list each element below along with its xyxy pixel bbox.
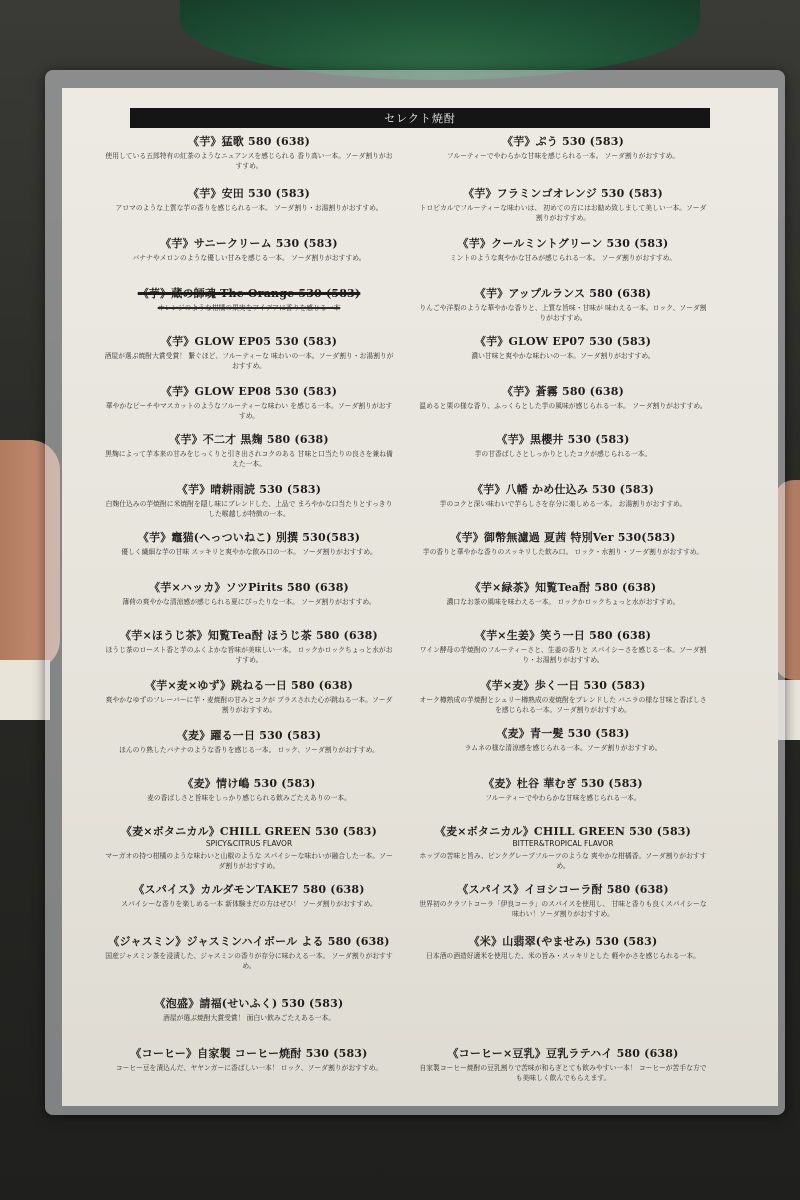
menu-item — [104, 286, 394, 314]
menu-item-description: 麦の香ばしさと旨味をしっかり感じられる飲みごたえありの一本。 — [147, 794, 351, 802]
menu-item — [104, 530, 394, 558]
menu-item-name: 《芋》御幣無濾過 夏茜 特別Ver 530(583) — [450, 531, 676, 544]
menu-item-description: バナナやメロンのような優しい甘みを感じる一本。 ソーダ割りがおすすめ。 — [132, 254, 366, 262]
menu-item — [104, 134, 394, 171]
menu-item-description: 華やかなピーチやマスカットのようなフルーティーな味わい を感じる一本。ソーダ割りがおすすめ。 — [105, 402, 393, 420]
menu-item-description: 芋のコクと深い味わいで芋らしさを存分に楽しめる一本。 お湯割りがおすすめ。 — [439, 500, 687, 508]
menu-item — [104, 432, 394, 469]
menu-item — [104, 728, 394, 756]
menu-item-description: スパイシーな香りを楽しめる一本 新体験まだの方はぜひ！ ソーダ割りがおすすめ。 — [121, 900, 377, 908]
menu-item — [418, 882, 708, 919]
menu-item-description: フルーティーでやわらかな甘味を感じられる一本。 ソーダ割りがおすすめ。 — [446, 152, 680, 160]
menu-item-description: 爽やかなゆずのフレーバーに芋・麦焼酎の甘みとコクが プラスされた心が跳ねる一本。ソーダ割りがおすすめ。 — [105, 696, 393, 714]
menu-item-name: 《コーヒー》自家製 コーヒー焼酎 530 (583) — [130, 1047, 368, 1060]
menu-item-description: 薄荷の爽やかな清涼感が感じられる夏にぴったりな一本。 ソーダ割りがおすすめ。 — [122, 598, 376, 606]
menu-item — [418, 334, 708, 362]
menu-item-name: 《麦×ボタニカル》CHILL GREEN 530 (583) — [120, 825, 378, 838]
menu-item-description: ほんのり熟したバナナのような香りを感じる一本。 ロック、ソーダ割りがおすすめ。 — [119, 746, 379, 754]
menu-item — [418, 432, 708, 460]
menu-item-description: ラムネの様な清涼感を感じられる一本。ソーダ割りがおすすめ。 — [464, 744, 662, 752]
menu-item — [418, 186, 708, 223]
menu-item — [418, 236, 708, 264]
menu-item-description: 白麹仕込みの芋焼酎に米焼酎を隠し味にブレンドした、上品で まろやかな口当たりとすっきりした喉越しが特徴の一本。 — [105, 500, 393, 518]
menu-item-name: 《麦》杜谷 華むぎ 530 (583) — [483, 777, 643, 790]
menu-item-description: 酒屋が選ぶ焼酎大賞受賞！ 繋ぐほど、フルーティーな 味わいの一本。ソーダ割り・お湯割りがおすすめ。 — [104, 352, 394, 370]
menu-item-name: 《芋×麦》歩く一日 530 (583) — [480, 679, 646, 692]
menu-item-name: 《スパイス》イヨシコーラ酎 580 (638) — [457, 883, 669, 896]
menu-item — [104, 628, 394, 665]
menu-item-description: 濃口なお茶の風味を味わえる一本。 ロックかロックちょっと水がおすすめ。 — [446, 598, 680, 606]
menu-item-description: りんごや洋梨のような華やかな香りと、上質な旨味・甘味が 味わえる一本。ロック、ソーダ割りがおすすめ。 — [419, 304, 707, 322]
menu-item-description: 黒麹によって芋本来の甘みをじっくりと引き出されコクのある 甘味と口当たりの良さを兼ね備えた一本。 — [105, 450, 393, 468]
menu-item — [418, 776, 708, 804]
menu-item — [418, 134, 708, 162]
menu-item — [104, 384, 394, 421]
menu-item-description: アロマのような上質な芋の香りを感じられる一本。 ソーダ割り・お湯割りがおすすめ。 — [115, 204, 383, 212]
menu-item — [104, 824, 394, 871]
menu-item-description: 世界初のクラフトコーラ「伊良コーラ」のスパイスを使用し、 甘味と香りも良くスパイシーな味わい！ソーダ割りがおすすめ。 — [419, 900, 707, 918]
menu-item-name: 《芋》竈猫(へっついねこ) 別撰 530(583) — [137, 531, 361, 544]
menu-item — [104, 996, 394, 1024]
menu-item — [418, 286, 708, 323]
menu-item — [418, 824, 708, 871]
menu-item — [418, 678, 708, 715]
menu-item-name: 《芋×ほうじ茶》知覧Tea酎 ほうじ茶 580 (638) — [120, 629, 378, 642]
menu-item — [104, 882, 394, 910]
menu-item-description: ミントのような爽やかな甘みが感じられる一本。 ソーダ割りがおすすめ。 — [449, 254, 677, 262]
menu-item-name: 《麦》情け嶋 530 (583) — [182, 777, 316, 790]
menu-item — [418, 628, 708, 665]
menu-item-description: 優しく繊細な芋の甘味 スッキリと爽やかな飲み口の一本。 ソーダ割りがおすすめ。 — [121, 548, 377, 556]
menu-item — [418, 482, 708, 510]
menu-item — [418, 384, 708, 412]
menu-item — [104, 934, 394, 971]
menu-item — [104, 186, 394, 214]
menu-item-name: 《芋》蔵の師魂 The Orange 530 (583) — [137, 287, 361, 300]
menu-item-description: コーヒー豆を漬込んだ、ヤヤンガーに香ばしい一本！ ロック、ソーダ割りがおすすめ。 — [115, 1064, 383, 1072]
menu-item-description: 国産ジャスミン茶を浸漬した、ジャスミンの香りが存分に味わえる一本。 ソーダ割りがおすすめ。 — [105, 952, 393, 970]
menu-item — [418, 530, 708, 558]
menu-item-name: 《芋》GLOW EP08 530 (583) — [160, 385, 338, 398]
menu-item-name: 《芋》蒼霧 580 (638) — [502, 385, 624, 398]
menu-item — [104, 334, 394, 371]
menu-item-description: 芋の香りと華やかな香りのスッキリした飲み口。 ロック・水割り・ソーダ割りがおすすめ。 — [422, 548, 704, 556]
menu-item-name: 《麦×ボタニカル》CHILL GREEN 530 (583) — [434, 825, 692, 838]
menu-item-name: 《麦》青一髪 530 (583) — [496, 727, 630, 740]
menu-item-name: 《芋》八幡 かめ仕込み 530 (583) — [471, 483, 655, 496]
menu-item-name: 《芋》不二才 黒麹 580 (638) — [169, 433, 329, 446]
menu-item-name: 《麦》躍る一日 530 (583) — [176, 729, 322, 742]
menu-item-description: ほうじ茶のロースト香と芋のふくよかな旨味が美味しい一本。 ロックかロックちょっと水がおすすめ。 — [105, 646, 393, 664]
menu-item-description: 酒屋が選ぶ焼酎大賞受賞！ 面白い飲みごたえある一本。 — [162, 1014, 336, 1022]
menu-item-description: 濃い甘味と爽やかな味わいの一本。ソーダ割りがおすすめ。 — [471, 352, 655, 360]
menu-item-name: 《芋×ハッカ》ソツPirits 580 (638) — [149, 581, 349, 594]
menu-item — [104, 482, 394, 519]
menu-item-name: 《芋》安田 530 (583) — [188, 187, 310, 200]
menu-item-description: ワイン酵母の芋焼酎のフルーティーさと、生姜の香りと スパイシーさを感じる一本。ソーダ割り・お湯割りがおすすめ。 — [419, 646, 707, 664]
background-person-beanie — [180, 0, 700, 80]
menu-item-name: 《芋》サニークリーム 530 (583) — [160, 237, 338, 250]
menu-item — [418, 580, 708, 608]
menu-item-name: 《泡盛》請福(せいふく) 530 (583) — [154, 997, 344, 1010]
menu-item-name: 《芋》クールミントグリーン 530 (583) — [457, 237, 669, 250]
menu-item — [418, 1046, 708, 1083]
menu-item — [104, 776, 394, 804]
menu-item-name: 《芋》フラミンゴオレンジ 530 (583) — [463, 187, 663, 200]
menu-item-flavor: BITTER&TROPICAL FLAVOR — [512, 839, 614, 848]
menu-item-name: 《芋×麦×ゆず》跳ねる一日 580 (638) — [144, 679, 354, 692]
menu-item-name: 《芋》猛歌 580 (638) — [188, 135, 310, 148]
menu-item-name: 《芋》晴耕雨読 530 (583) — [176, 483, 322, 496]
menu-item — [104, 236, 394, 264]
menu-item-name: 《芋×生姜》笑う一日 580 (638) — [474, 629, 652, 642]
menu-item-description: オレンジのような柑橘の果実をアイデアに香りを感じる一本 — [157, 304, 341, 312]
menu-item-flavor: SPICY&CITRUS FLAVOR — [205, 839, 293, 848]
menu-item-description: 温めると栗の様な香り、ふっくらとした芋の風味が感じられる一本。 ソーダ割りがおすすめ。 — [419, 402, 707, 410]
menu-item-name: 《コーヒー×豆乳》豆乳ラテハイ 580 (638) — [447, 1047, 679, 1060]
left-sleeve — [0, 660, 50, 720]
menu-item-description: トロピカルでフルーティーな味わいは、 初めての方にはお勧め致しまして美しい一本。ソーダ割りがおすすめ。 — [419, 204, 707, 222]
menu-item-name: 《芋》GLOW EP07 530 (583) — [474, 335, 652, 348]
menu-item-name: 《芋》黒櫻井 530 (583) — [496, 433, 630, 446]
menu-item — [104, 580, 394, 608]
menu-item-description: 日本酒の酒造好適米を使用した、米の旨み・スッキリとした 軽やかさを感じられる一本。 — [426, 952, 700, 960]
menu-item — [104, 1046, 394, 1074]
menu-item-name: 《芋》アップルランス 580 (638) — [474, 287, 652, 300]
menu-item-name: 《スパイス》カルダモンTAKE7 580 (638) — [133, 883, 365, 896]
menu-item-name: 《米》山翡翠(やませみ) 530 (583) — [468, 935, 658, 948]
menu-item-name: 《芋》ぷう 530 (583) — [502, 135, 624, 148]
menu-item-description: フルーティーでやわらかな甘味を感じられる一本。 — [485, 794, 641, 802]
menu-item-name: 《ジャスミン》ジャスミンハイボール よる 580 (638) — [108, 935, 390, 948]
menu-item-description: 使用している五郎特有の紅茶のようなニュアンスを感じられる 香り高い一本。ソーダ割りがおすすめ。 — [105, 152, 393, 170]
menu-item — [418, 726, 708, 754]
menu-item — [104, 678, 394, 715]
menu-item-description: 自家製コーヒー焼酎の豆乳割りで苦味が和らぎとても飲みやすい一本！ コーヒーが苦手な方でも美味しく飲んでもらえます。 — [419, 1064, 707, 1082]
menu-item-name: 《芋》GLOW EP05 530 (583) — [160, 335, 338, 348]
menu-item-name: 《芋×緑茶》知覧Tea酎 580 (638) — [469, 581, 657, 594]
menu-item-description: オーク樽熟成の芋焼酎とシェリー樽熟成の麦焼酎をブレンドした バニラの様な甘味と香ばしさを感じられる一本。ソーダ割りがおすすめ。 — [419, 696, 707, 714]
menu-title: セレクト焼酎 — [130, 108, 710, 128]
menu-item — [418, 934, 708, 962]
menu-item-description: ホップの苦味と旨み、ピンクグレープフルーツのような 爽やかな柑橘香。ソーダ割りがおすすめ。 — [419, 852, 707, 870]
menu-item-description: マーガオの持つ柑橘のような味わいと山椒のような スパイシーな味わいが融合した一本。ソーダ割りがおすすめ。 — [105, 852, 393, 870]
menu-item-description: 芋の甘香ばしさとしっかりとしたコクが感じられる一本。 — [474, 450, 652, 458]
